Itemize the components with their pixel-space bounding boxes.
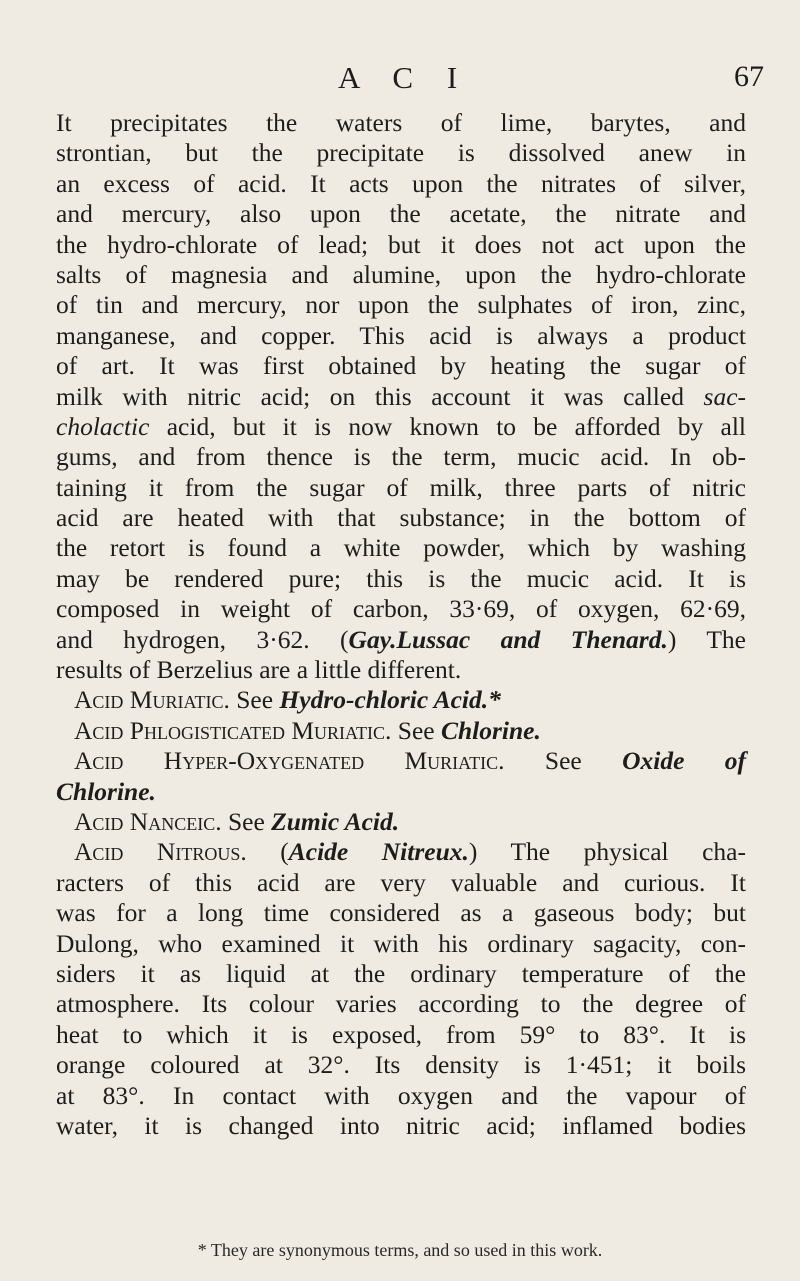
text-line	[56, 382, 746, 412]
text-run: ) The	[667, 624, 746, 654]
footnote: * They are synonymous terms, and so used in this work.	[197, 1240, 603, 1260]
entry-head: Acid Nitrous.	[74, 837, 247, 867]
emphasis: cholactic	[56, 411, 150, 441]
text-line: composed in weight of carbon, 33·69, of oxygen, 62·69,	[56, 594, 746, 624]
entry-acid-nitrous	[56, 837, 746, 867]
paren-open: (	[280, 837, 289, 867]
text-line: water, it is changed into nitric acid; inflamed bodies	[56, 1110, 746, 1140]
text-line: It precipitates the waters of lime, barytes, and	[56, 108, 746, 137]
cross-reference: Zumic Acid.	[271, 806, 400, 836]
see-word: See	[227, 806, 265, 836]
see-word: See	[544, 746, 582, 776]
page-number: 67	[734, 60, 764, 93]
text-run: and hydrogen, 3·62. (	[56, 624, 349, 654]
body-text	[56, 108, 746, 1141]
paren-close: )	[468, 837, 478, 867]
text-line: of art. It was first obtained by heating the sugar of	[56, 351, 746, 381]
text-line: at 83°. In contact with oxygen and the vapour of	[56, 1080, 746, 1110]
see-word: See	[236, 685, 274, 715]
text-line: taining it from the sugar of milk, three parts of nitric	[56, 472, 746, 502]
text-line: racters of this acid are very valuable and curious. It	[56, 867, 746, 897]
text-run: The physical cha-	[510, 837, 746, 867]
text-line: salts of magnesia and alumine, upon the hydro-chlorate	[56, 259, 746, 289]
text-line: heat to which it is exposed, from 59° to 83°. It is	[56, 1019, 746, 1049]
entry-acid-muriatic	[56, 685, 746, 715]
see-word: See	[397, 715, 435, 745]
text-line: results of Berzelius are a little different.	[56, 655, 462, 685]
text-line: may be rendered pure; this is the mucic acid. It is	[56, 563, 746, 593]
text-line: was for a long time considered as a gaseous body; but	[56, 898, 746, 928]
cross-reference: Hydro-chloric Acid.*	[279, 685, 501, 715]
emphasis: sac-	[703, 381, 746, 411]
text-line: strontian, but the precipitate is dissolved anew in	[56, 138, 746, 168]
text-line: manganese, and copper. This acid is always a product	[56, 320, 746, 350]
entry-acid-hyper-oxygenated-muriatic	[56, 746, 746, 776]
entry-head: Acid Nanceic.	[74, 806, 222, 836]
entry-head: Acid Phlogisticated Muriatic.	[74, 715, 392, 745]
french-name: Acide Nitreux.	[288, 837, 469, 867]
text-line: and mercury, also upon the acetate, the nitrate and	[56, 199, 746, 229]
cross-reference: Chlorine.	[56, 776, 156, 806]
text-run: acid, but it is now known to be afforded by all	[149, 411, 746, 441]
citation: Gay.Lussac and Thenard.	[348, 624, 668, 654]
text-line: atmosphere. Its colour varies according to the degree of	[56, 989, 746, 1019]
cross-reference: Oxide of	[622, 746, 747, 776]
entry-head: Acid Muriatic.	[74, 685, 230, 715]
entry-acid-nanceic	[56, 807, 746, 837]
text-line: acid are heated with that substance; in the bottom of	[56, 503, 746, 533]
cross-reference: Chlorine.	[440, 715, 541, 745]
text-line: an excess of acid. It acts upon the nitrates of silver,	[56, 168, 746, 198]
text-line: Dulong, who examined it with his ordinary sagacity, con-	[56, 928, 746, 958]
running-title: A C I	[338, 60, 471, 95]
text-line: the hydro-chlorate of lead; but it does not act upon the	[56, 229, 746, 259]
text-line: the retort is found a white powder, which by washing	[56, 533, 746, 563]
text-run: milk with nitric acid; on this account it was called	[56, 381, 704, 411]
text-line: of tin and mercury, nor upon the sulphates of iron, zinc,	[56, 290, 746, 320]
running-head	[0, 60, 800, 100]
entry-head: Acid Hyper-Oxygenated Muriatic.	[74, 746, 505, 776]
entry-acid-phlogisticated-muriatic	[56, 716, 746, 746]
text-line: siders it as liquid at the ordinary temperature of the	[56, 958, 746, 988]
text-line	[56, 625, 746, 655]
text-line: gums, and from thence is the term, mucic acid. In ob-	[56, 442, 746, 472]
text-line	[56, 412, 746, 442]
text-line: orange coloured at 32°. Its density is 1·451; it boils	[56, 1050, 746, 1080]
text-line	[56, 777, 746, 807]
